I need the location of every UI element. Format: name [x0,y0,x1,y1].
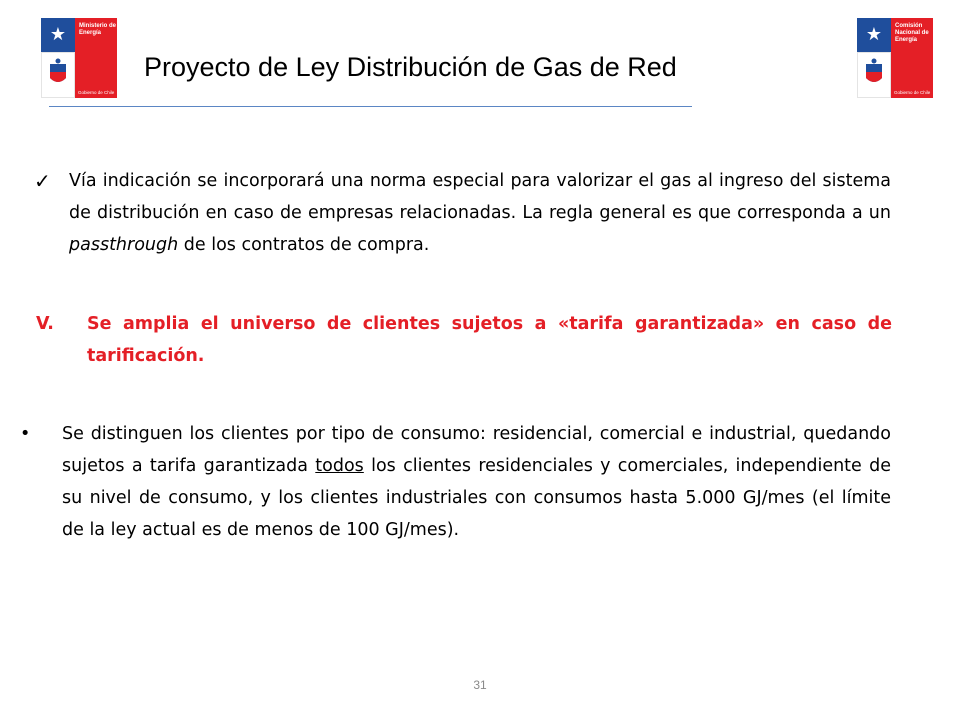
page-number: 31 [473,678,487,692]
check-italic-term: passthrough [69,235,179,255]
bullet-icon: • [20,424,31,444]
bullet-paragraph [62,418,891,546]
logo-footer: Gobierno de Chile [78,90,115,95]
title-underline-rule [49,106,692,107]
logo-name: Ministerio de Energía [79,23,117,36]
section-number: V. [36,314,54,334]
comision-nacional-energia-logo [857,18,933,98]
logo-name: Comisión Nacional de Energía [895,23,929,43]
checkmark-icon: ✓ [34,169,51,193]
check-text-end: de los contratos de compra. [178,235,430,255]
coat-of-arms-icon [862,58,886,90]
bullet-text-end: los clientes residenciales y comerciales, independiente de su nivel de consumo, y los clientes industriales con consumos hasta 5.000 GJ/mes (el límite de la ley actual es de menos de 100 GJ/mes). [62,456,891,540]
ministerio-energia-logo [41,18,117,98]
section-heading: Se amplia el universo de clientes sujetos a «tarifa garantizada» en caso de tarificación. [87,314,892,366]
bullet-underlined-word: todos [315,456,364,476]
star-icon: ★ [49,24,67,45]
coat-of-arms-icon [46,58,70,90]
logo-footer: Gobierno de Chile [894,90,931,95]
bullet-text-start: Se distinguen los clientes por tipo de consumo: residencial, comercial e industrial, quedando sujetos a tarifa garantizada [62,424,891,476]
check-text-start: Vía indicación se incorporará una norma especial para valorizar el gas al ingreso del sistema de distribución en caso de empresas relacionadas. La regla general es que corresponda a un [69,171,891,223]
page-title: Proyecto de Ley Distribución de Gas de Red [144,52,677,82]
star-icon: ★ [865,24,883,45]
check-paragraph [69,165,891,261]
